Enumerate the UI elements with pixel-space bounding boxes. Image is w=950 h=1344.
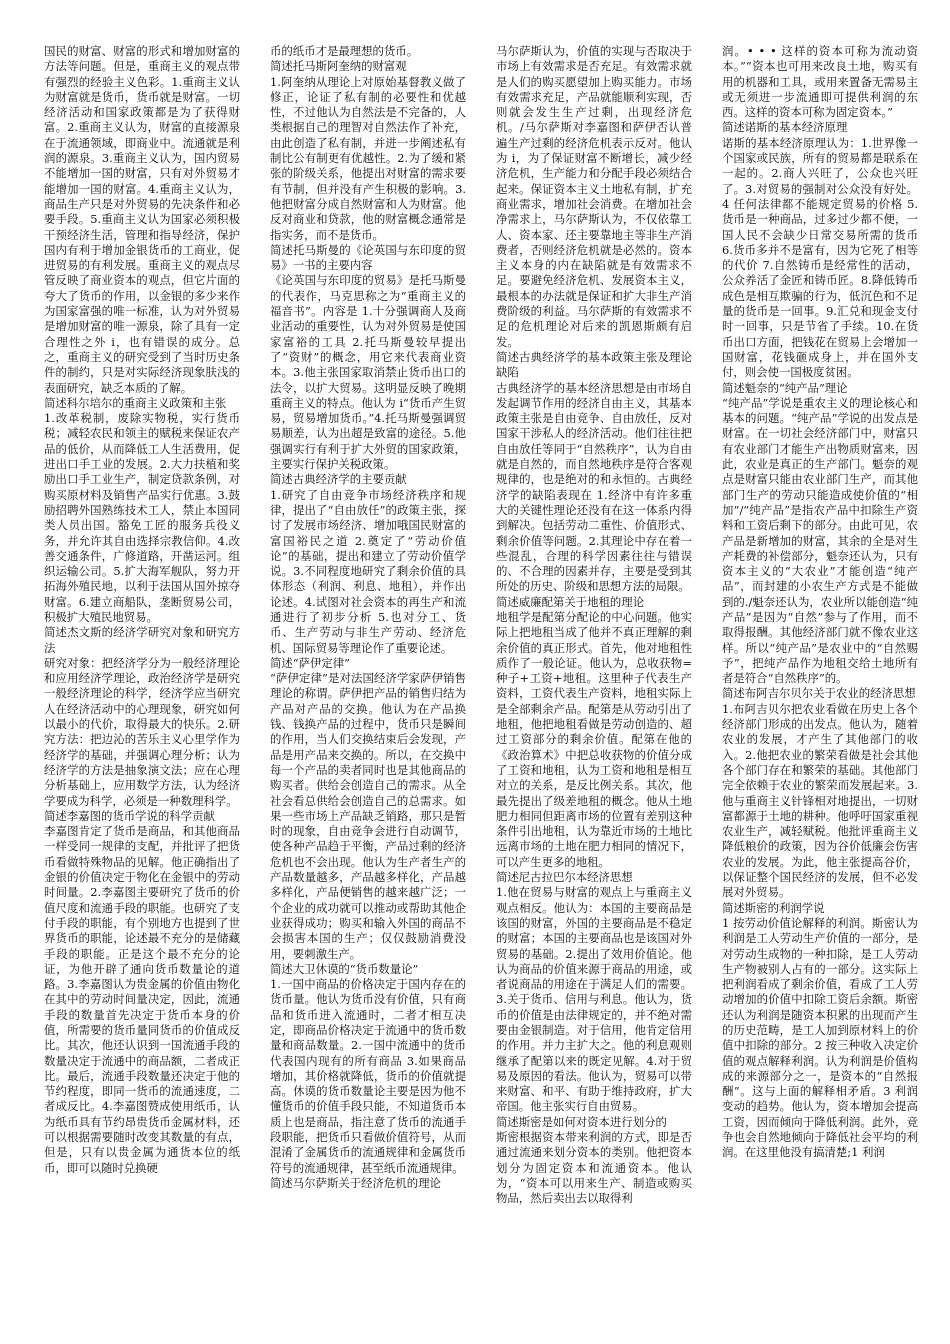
column-1-text: 1.改革税制，废除实物税，实行货币税；减轻农民和领主的赋税来保证农产品的低价，从而降低工人生活费用，促进出口手工业的发展。2.大力扶植和奖励出口手工业生产，制定贷款条例，对购买原材料及销售产品实行优惠。3.鼓励招聘外国熟练技术工人，禁止本国同类人员出国。豁免工匠的服务兵役义务，并允许其自由选择宗教信仰。4.改善交通条件，广修道路，开凿运河。组织运输公司。5.扩大海军舰队，努力开拓海外殖民地，以利于法国从国外掠夺财富。6.建立商船队，垄断贸易公司，积极扩大殖民地贸易。 bbox=[44, 411, 240, 624]
text-column-2 bbox=[270, 44, 466, 1326]
text-column-4 bbox=[722, 44, 918, 1326]
column-3-text: 斯密根据资本带来利润的方式，即是否通过流通来划分资本的类别。他把资本划分为固定资本和流通资本。他认为，“资本可以用来生产、制造或购买物品，然后卖出去以取得利 bbox=[496, 1130, 692, 1206]
text-column-3 bbox=[496, 44, 692, 1326]
section-heading: 简述托马斯曼的《论英国与东印度的贸易》一书的主要内容 bbox=[270, 242, 466, 273]
column-3-text: 古典经济学的基本经济思想是由市场自发起调节作用的经济自由主义，其基本政策主张是自由竞争、自由放任，反对国家干涉私人的经济活动。他们往往把自由放任等同于“自然秩序”，认为自由就是自然的，而自然地秩序是符合客观规律的，也是绝对的和永恒的。古典经济学的缺陷表现在 1.经济中有许多重大的关键性理论还没有在这一体系内得到解决。包括劳动二重性、价值形式、剩余价值等问题。2.其理论中存在着一些混乱，合理的科学因素往往与错误的、不合理的因素并存，主要是受到其所处的历史、阶级和思想方法的局限。 bbox=[496, 380, 692, 594]
section-heading: 简述大卫休谟的“货币数量论” bbox=[270, 961, 419, 976]
section-heading: 简述古典经济学的基本政策主张及理论缺陷 bbox=[496, 349, 692, 380]
column-3-text: 地租学是配第分配论的中心问题。他实际上把地租当成了他并不真正理解的剩余价值的真正形式。首先，他对地租性质作了一般论证。他认为，总收获物=种子+工资+地租。这里种子代表生产资料，工资代表生产资料，地租实际上是全部剩余产品。配第是从劳动引出了地租，他把地租看做是劳动创造的、超过工资部分的剩余价值。配第在他的《政治算术》中把总收获物的价值分成了工资和地租，认为工资和地租是相互对立的关系，是反比例关系。其次，他最先提出了级差地租的概念。他从土地肥力相同但距离市场的位置有差别这种条件引出地租，认为靠近市场的土地比远离市场的土地在肥力相同的情况下，可以产生更多的地租。 bbox=[496, 609, 692, 869]
column-1-text: 国民的财富、财富的形式和增加财富的方法等问题。但是，重商主义的观点带有强烈的经验主义色彩。1.重商主义认为财富就是货币，货币就是财富。一切经济活动和国家政策都是为了获得财富。2.重商主义认为，财富的直接源泉在于流通领域，即商业中。流通就是利润的源泉。3.重商主义认为，国内贸易不能增加一国的财富，只有对外贸易才能增加一国的财富。4.重商主义认为，商品生产只是对外贸易的先决条件和必要手段。5.重商主义认为国家必须积极干预经济生活，管理和指导经济，保护国内有利于增加金银货币的工商业，促进贸易的有利发展。重商主义的观点尽管反映了商业资本的观点，但它片面的夸大了货币的作用，以金银的多少来作为国家富强的唯一标准，认为对外贸易是增加财富的唯一源泉，除了具有一定合理性之外 i，也有错误的成分。总之，重商主义的研究受到了当时历史条件的制约，只是对实际经济现象肤浅的表面研究，缺乏本质的了解。 bbox=[44, 44, 240, 395]
section-heading: 简述尼古拉巴尔本经济思想 bbox=[496, 870, 633, 885]
column-2-text: 1.研究了自由竞争市场经济秩序和规律，提出了“自由放任”的政策主张，探讨了发展市场经济、增加哦国民财富的富国裕民之道 2.奠定了“劳动价值论”的基础，提出和建立了劳动价值学说。3.不同程度地研究了剩余价值的具体形态（利润、利息、地租），并作出论述。4.试图对社会资本的再生产和流通进行了初步分析 5.也对分工、货币、生产劳动与非生产劳动、经济危机、国际贸易等理论作了重要论述。 bbox=[270, 487, 466, 655]
section-heading: 简述斯密是如何对资本进行划分的 bbox=[496, 1114, 667, 1129]
column-3-text: 1.他在贸易与财富的观点上与重商主义观点相反。他认为：本国的主要商品是该国的财富，外国的主要商品是不稳定的财富；本国的主要商品也是该国对外贸易的基础。2.提出了效用价值论。他认为商品的价值来源于商品的用途，或者说商品的用途在于满足人们的需要。3.关于货币、信用与利息。他认为，货币的价值是由法律规定的，并不绝对需要由金银制造。对于信用，他肯定信用的作用。并力主扩大之。他的利息观则继承了配第以来的既定见解。4.对于贸易及原因的看法。他认为，贸易可以带来财富、和平、有助于维持政府，扩大帝国。他主张实行自由贸易。 bbox=[496, 885, 692, 1114]
section-heading: 简述托马斯阿奎纳的财富观 bbox=[270, 59, 407, 74]
column-2-text: “萨伊定律”是对法国经济学家萨伊销售理论的称谓。萨伊把产品的销售归结为产品对产品的交换。他认为在产品换钱、钱换产品的过程中，货币只是瞬间的作用，当人们交换结束后会发现，产品是用产品来交换的。所以，在交换中每一个产品的卖者同时也是其他商品的购买者。供给会创造自己的需求。从全社会看总供给会创造自己的总需求。如果一些市场上产品缺乏销路，那只是暂时的现象，自由竞争会进行自动调节，使各种产品趋于平衡，产品过剩的经济危机也不会出现。他认为生产者生产的产品数量越多，产品越多样化，产品越多样化，产品便销售的越来越广泛；一个企业的成功就可以推动或帮助其他企业获得成功；购买和输入外国的商品不会损害本国的生产；仅仅鼓励消费没用，要刺激生产。 bbox=[270, 671, 466, 961]
section-heading: 简述魁奈的“纯产品”理论 bbox=[722, 380, 848, 395]
column-3-text: 马尔萨斯认为，价值的实现与否取决于市场上有效需求是否充足。有效需求就是人们的购买愿望加上购买能力。市场有效需求充足，产品就能顺利实现，否则就会发生生产过剩，出现经济危机。/马尔萨斯对李嘉图和萨伊否认普遍生产过剩的经济危机表示反对。他认为 i，为了保证财富不断增长，减少经济危机，生产能力和分配手段必须结合起来。保证资本主义土地私有制，扩充商业需求，增加社会消费。在增加社会净需求上，马尔萨斯认为，不仅依靠工人、资本家、还主要靠地主等非生产消费者，否则经济危机就是必然的。资本主义本身的内在缺陷就是有效需求不足。要避免经济危机、发展资本主义，最根本的办法就是保证和扩大非生产消费阶级的利益。马尔萨斯的有效需求不足的危机理论对后来的凯恩斯颇有启发。 bbox=[496, 44, 692, 349]
section-heading: 简述威廉配第关于地租的理论 bbox=[496, 594, 645, 609]
section-heading: 简述布阿吉尔贝尔关于农业的经济思想 bbox=[722, 686, 916, 701]
section-heading: 简述古典经济学的主要贡献 bbox=[270, 472, 407, 487]
column-2-text: 《论英国与东印度的贸易》是托马斯曼的代表作，马克思称之为“重商主义的福音书”。内容是 1.十分强调商人及商业活动的重要性，认为对外贸易是使国家富裕的工具 2.托马斯曼较早提出了“资财”的概念，用它来代表商业资本。3.他主张国家取消禁止货币出口的法令，以扩大贸易。这明显反映了晚期重商主义的特点。他认为 i“货币产生贸易，贸易增加货币。”4.托马斯曼强调贸易顺差，认为出超是致富的途径。5.他强调实行有利于扩大外贸的国家政策，主要实行保护关税政策。 bbox=[270, 273, 466, 472]
section-heading: 简述“萨伊定律” bbox=[270, 655, 350, 670]
column-4-text: 诺斯的基本经济原理认为：1.世界像一个国家或民族，所有的贸易都是联系在一起的。2.商人兴旺了，公众也兴旺了。3.对贸易的强制对公众没有好处。4 任何法律都不能规定贸易的价格 5.货币是一种商品，过多过少都不便，一国人民不会缺少日常交易所需的货币 6.货币多并不是富有，因为它死了相等的代价 7.自然铸币是经常性的活动，公众养活了金匠和铸币匠。8.降低铸币成色是相互欺骗的行为，低沉色和不足量的货币是一回事。9.汇兑和现金支付时一回事，只是节省了手续。10.在货币出口方面，把钱花在贸易上会增加一国财富，花钱砸成身上，并在国外支付，则会使一国极度贫困。 bbox=[722, 135, 918, 380]
column-2-text: 1.一国中商品的价格决定于国内存在的货币量。他认为货币没有价值，只有商品和货币进入流通时，二者才相互决定，即商品价格决定于流通中的货币数量和商品数量。2.一国中流通中的货币代表国内现有的所有商品 3.如果商品增加，其价格就降低，货币的价值就提高。休谟的货币数量论主要是因为他不懂货币的价值手段只能，不知道货币本质上也是商品，指注意了货币的流通手段职能，把货币只看做价值符号，从而混淆了金属货币的流通规律和金属货币符号的流通规律，甚至纸币流通规律。 bbox=[270, 977, 466, 1175]
column-2-text: 1.阿奎纳从理论上对原始基督教义做了修正，论证了私有制的必要性和优越性，不过他认为自然法是不完备的，人类根据自己的理智对自然法作了补充，由此创造了私有制，并进一步阐述私有制比公有制更有优越性。2.为了缓和紧张的阶级关系，他提出对财富的需求要有节制，但并没有产生积极的影响。3.他把财富分成自然财富和人为财富。他反对商业和贷款，他的财富概念通常是指实务，而不是货币。 bbox=[270, 74, 466, 242]
column-4-text: 润。• • • 这样的资本可称为流动资本。”“资本也可用来改良土地，购买有用的机器和工具，或用来置备无需易主或无须进一步流通即可提供利润的东西。这样的资本可称为固定资本。” bbox=[722, 44, 918, 120]
column-4-text: 1 按劳动价值论解释的利润。斯密认为利润是工人劳动生产价值的一部分，是对劳动生成物的一种扣除，是工人劳动生产物被别人占有的一部分。这实际上把利润看成了剩余价值，看成了工人劳动增加的价值中扣除工资后余额。斯密还认为利润是随资本积累的出现而产生的历史范畴，是工人加到原材料上的价值中扣除的部分。2 按三种收入决定价值的观点解释利润。认为利润是价值构成的来源部分之一，是资本的“自然报酬”。这与上面的解释相矛盾。3 利润变动的趋势。他认为，资本增加会提高工资，因而倾向于降低利润。此外，竞争也会自然地倾向于降低社会平均的利润。在这里他没有搞清楚;1 利润 bbox=[722, 915, 918, 1160]
section-heading: 简述诺斯的基本经济原理 bbox=[722, 120, 848, 135]
section-heading: 简述马尔萨斯关于经济危机的理论 bbox=[270, 1175, 441, 1190]
column-4-text: “纯产品”学说是重农主义的理论核心和基本的问题。“纯产品”学说的出发点是财富。在一切社会经济部门中，财富只有农业部门才能生产出物质财富来，因此，农业是真正的生产部门。魁奈的观点是财富只能由农业部门生产，而其他部门生产的劳动只能造成使价值的“相加”/“纯产品”是指农产品中扣除生产资料和工资后剩下的部分。由此可见，农产品是新增加的财富，其余的全是对生产耗费的补偿部分，魁奈还认为，只有资本主义的“大农业”才能创造“纯产品”，而封建的小农生产方式是不能做到的./魁奈还认为，农业所以能创造“纯产品”是因为“自然”参与了作用，而不取得报酬。其他经济部门就不像农业这样。所以“纯产品”是农业中的“自然赐予”，把纯产品作为地租交给土地所有者是符合“自然秩序”的。 bbox=[722, 395, 918, 686]
column-1-text: 研究对象：把经济学分为一般经济理论和应用经济学理论，政治经济学是研究一般经济理论的科学，经济学应当研究人在经济活动中的心理现象，研究如何以最小的代价，取得最大的快乐。2.研究方法：把边沁的苦乐主义心里学作为经济学的基础，并强调心理分析；认为经济学的方法是抽象演文法；应在心理分析基础上，应用数学方法，认为经济学要成为科学，必须是一种数理科学。 bbox=[44, 655, 240, 808]
section-heading: 简述李嘉图的货币学说的科学贡献 bbox=[44, 808, 215, 823]
section-heading: 简述科尔培尔的重商主义政策和主张 bbox=[44, 395, 227, 410]
text-column-1 bbox=[44, 44, 240, 1326]
column-4-text: 1.布阿吉贝尔把农业看做在历史上各个经济部门形成的出发点。他认为，随着农业的发展，才产生了其他部门的收入。2.他把农业的繁荣看做是社会其他各个部门存在和繁荣的基础。其他部门完全依赖于农业的繁荣而发展起来。3.他与重商主义针锋相对地提出，一切财富都源于土地的耕种。他呼吁国家重视农业生产，减轻赋税。他批评重商主义降低粮价的政策，因为谷价低廉会伤害农业的发展。为此，他主张提高谷价，以保证整个国民经济的发展，但不必发展对外贸易。 bbox=[722, 701, 918, 900]
section-heading: 简述杰文斯的经济学研究对象和研究方法 bbox=[44, 625, 240, 655]
section-heading: 简述斯密的利润学说 bbox=[722, 900, 825, 915]
column-2-text: 币的纸币才是最理想的货币。 bbox=[270, 44, 419, 58]
column-1-text: 李嘉图肯定了货币是商品，和其他商品一样受同一规律的支配，并批评了把货币看做特殊物品的见解。他正确指出了金银的价值决定于物化在金银中的劳动时间量。2.李嘉图主要研究了货币的价值尺度和流通手段的职能。也研究了支付手段的职能，有个别地方也提到了世界货币的职能，论述最不充分的是储藏手段的职能。正是这个最不充分的论证，为他开辟了通向货币数量论的道路。3.李嘉图认为贵金属的价值由物化在其中的劳动时间量决定，因此，流通手段的数量首先决定于货币本身的价值，所需要的货币量同货币的价值成反比。其次，他还认识到一国流通手段的数量决定于流通中的商品额，二者成正比。最后，流通手段数量还决定于他的节约程度，即同一货币的流通速度，二者成反比。4.李嘉图赞成使用纸币，认为纸币具有节约昂贵货币金属材料，还可以根据需要随时改变其数量的有点，但是，只有以贵金属为通货本位的纸币，即可以随时兑换硬 bbox=[44, 824, 240, 1175]
